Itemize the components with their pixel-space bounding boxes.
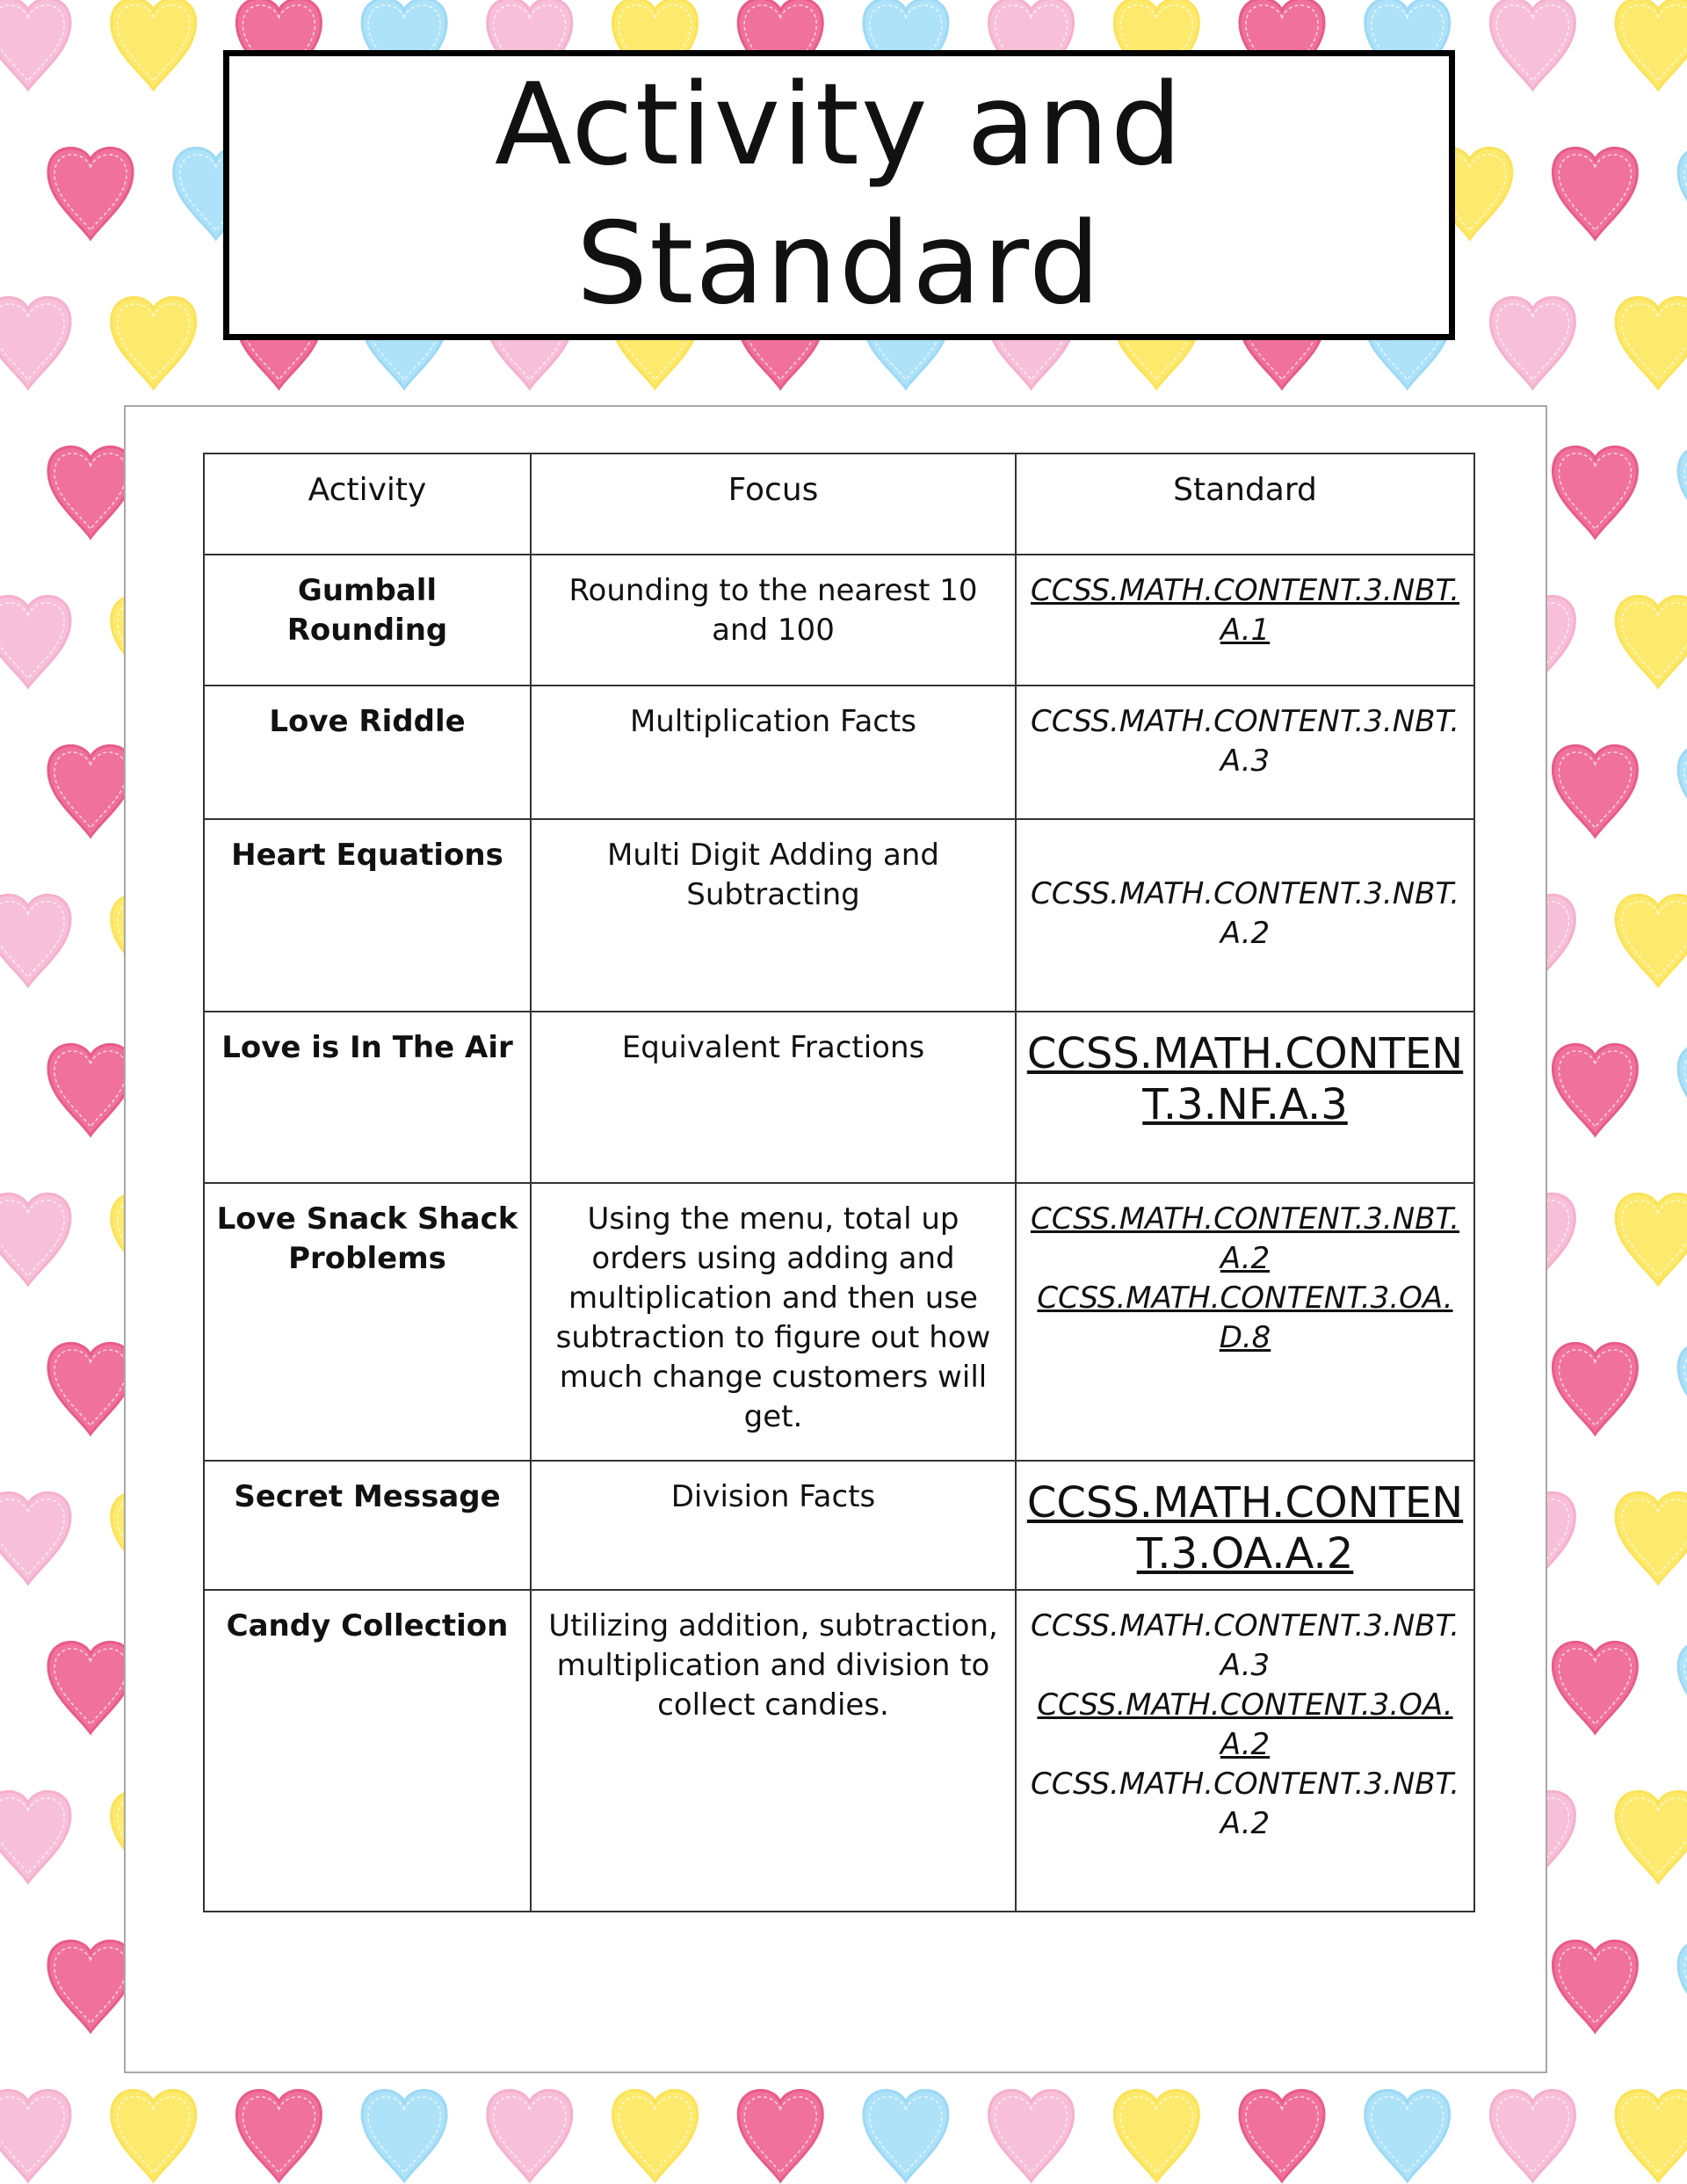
activity-cell: Love is In The Air: [204, 1012, 531, 1183]
focus-cell: Multi Digit Adding and Subtracting: [531, 819, 1016, 1012]
heart-icon: [1616, 2090, 1687, 2181]
focus-cell: Division Facts: [531, 1461, 1016, 1590]
heart-icon: [1616, 1194, 1687, 1285]
heart-icon: [1114, 2090, 1198, 2181]
heart-icon: [1616, 596, 1687, 687]
heart-icon: [488, 2090, 572, 2181]
standard-code: CCSS.MATH.CONTENT.3.NBT.A.3: [1030, 704, 1460, 779]
heart-icon: [112, 2090, 196, 2181]
heart-icon: [48, 148, 133, 239]
table-row: [204, 555, 1474, 686]
activity-cell: Candy Collection: [204, 1590, 531, 1912]
standard-cell: [1016, 1590, 1474, 1912]
standard-link[interactable]: CCSS.MATH.CONTENT.3.NBT.A.2: [1030, 1201, 1460, 1276]
heart-icon: [1490, 0, 1575, 90]
heart-icon: [48, 446, 133, 538]
heart-icon: [1678, 446, 1687, 538]
heart-icon: [0, 297, 70, 388]
heart-icon: [0, 2090, 70, 2181]
heart-icon: [1553, 1044, 1637, 1136]
heart-icon: [1678, 1343, 1687, 1434]
standard-link[interactable]: CCSS.MATH.CONTENT.3.OA.A.2: [1037, 1687, 1453, 1762]
heart-icon: [48, 1044, 133, 1136]
standard-cell: [1016, 819, 1474, 1012]
standard-link[interactable]: CCSS.MATH.CONTENT.3.NF.A.3: [1026, 1029, 1464, 1129]
header-focus: Focus: [531, 453, 1016, 555]
page-title-line-2: Standard: [576, 199, 1103, 330]
standard-code: CCSS.MATH.CONTENT.3.NBT.A.2: [1030, 1767, 1460, 1841]
standard-code: CCSS.MATH.CONTENT.3.NBT.A.2: [1030, 876, 1460, 951]
header-activity: Activity: [204, 453, 531, 555]
heart-icon: [1678, 1642, 1687, 1733]
standard-link[interactable]: CCSS.MATH.CONTENT.3.OA.A.2: [1026, 1478, 1464, 1578]
standard-cell: [1016, 1183, 1474, 1461]
heart-icon: [1240, 2090, 1324, 2181]
heart-icon: [1553, 1941, 1637, 2032]
heart-icon: [1365, 2090, 1450, 2181]
heart-icon: [48, 1343, 133, 1434]
table-row: [204, 1461, 1474, 1590]
heart-icon: [0, 1492, 70, 1584]
heart-icon: [1678, 745, 1687, 837]
heart-icon: [1678, 148, 1687, 239]
activity-cell: Heart Equations: [204, 819, 531, 1012]
heart-icon: [1553, 1343, 1637, 1434]
heart-icon: [362, 2090, 446, 2181]
title-box: [223, 50, 1455, 340]
heart-icon: [1616, 1492, 1687, 1584]
focus-cell: Using the menu, total up orders using adding and multiplication and then use subtraction to figure out how much change customers will get.: [531, 1183, 1016, 1461]
activity-cell: Secret Message: [204, 1461, 531, 1590]
heart-icon: [1678, 1044, 1687, 1136]
activity-standard-table: [203, 453, 1475, 1912]
table-row: [204, 686, 1474, 819]
table-header-row: [204, 453, 1474, 555]
heart-icon: [48, 1642, 133, 1733]
focus-cell: Rounding to the nearest 10 and 100: [531, 555, 1016, 686]
heart-icon: [112, 297, 196, 388]
heart-icon: [1553, 745, 1637, 837]
heart-icon: [48, 1941, 133, 2032]
heart-icon: [0, 895, 70, 986]
heart-icon: [864, 2090, 948, 2181]
focus-cell: Equivalent Fractions: [531, 1012, 1016, 1183]
standard-code: CCSS.MATH.CONTENT.3.NBT.A.3: [1030, 1608, 1460, 1683]
heart-icon: [738, 2090, 822, 2181]
heart-icon: [0, 1791, 70, 1883]
focus-cell: Utilizing addition, subtraction, multiplication and division to collect candies.: [531, 1590, 1016, 1912]
heart-icon: [989, 2090, 1074, 2181]
standard-cell: [1016, 1012, 1474, 1183]
activity-cell: Love Snack Shack Problems: [204, 1183, 531, 1461]
focus-cell: Multiplication Facts: [531, 686, 1016, 819]
content-panel: [124, 405, 1547, 2073]
heart-icon: [1616, 0, 1687, 90]
heart-icon: [0, 1194, 70, 1285]
heart-icon: [236, 2090, 321, 2181]
table-row: [204, 1183, 1474, 1461]
heart-icon: [48, 745, 133, 837]
heart-icon: [1553, 1642, 1637, 1733]
header-standard: Standard: [1016, 453, 1474, 555]
standard-cell: [1016, 555, 1474, 686]
page-title-line-1: Activity and: [494, 60, 1184, 191]
heart-icon: [0, 596, 70, 687]
heart-icon: [1616, 297, 1687, 388]
activity-cell: Gumball Rounding: [204, 555, 531, 686]
standard-link[interactable]: CCSS.MATH.CONTENT.3.NBT.A.1: [1030, 573, 1460, 648]
heart-icon: [112, 0, 196, 90]
heart-icon: [1553, 148, 1637, 239]
standard-cell: [1016, 1461, 1474, 1590]
heart-icon: [1553, 446, 1637, 538]
heart-icon: [1616, 1791, 1687, 1883]
table-row: [204, 1012, 1474, 1183]
heart-icon: [613, 2090, 698, 2181]
table-row: [204, 819, 1474, 1012]
heart-icon: [1678, 1941, 1687, 2032]
table-row: [204, 1590, 1474, 1912]
heart-icon: [1490, 2090, 1575, 2181]
standard-cell: [1016, 686, 1474, 819]
heart-icon: [1616, 895, 1687, 986]
heart-icon: [1490, 297, 1575, 388]
activity-cell: Love Riddle: [204, 686, 531, 819]
heart-icon: [0, 0, 70, 90]
standard-link[interactable]: CCSS.MATH.CONTENT.3.OA.D.8: [1037, 1281, 1453, 1355]
